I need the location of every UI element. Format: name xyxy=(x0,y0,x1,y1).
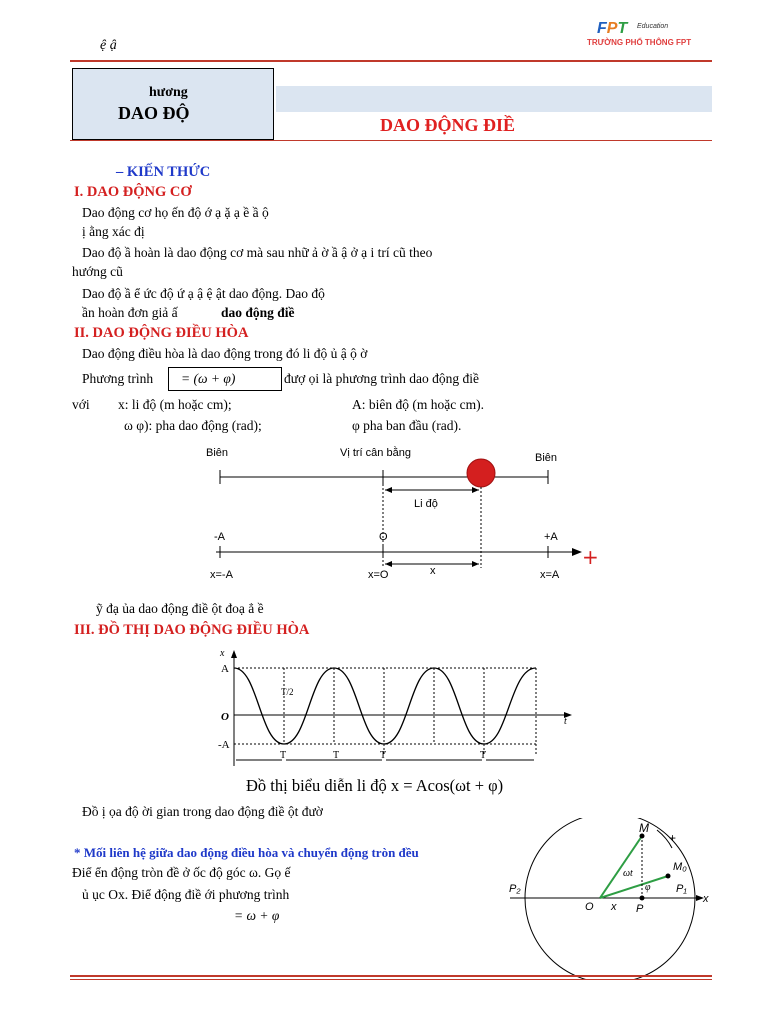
x-arrowhead-left xyxy=(385,561,392,567)
s1-line-2: ị ằng xác đị xyxy=(82,224,145,239)
label-wt: ωt xyxy=(623,868,633,879)
section-3-heading: III. ĐỒ THỊ DAO ĐỘNG ĐIỀU HÒA xyxy=(74,622,310,638)
position-axis-diagram xyxy=(190,440,620,590)
graph-T-half: T/2 xyxy=(281,687,294,697)
school-logo xyxy=(587,20,709,52)
equation-box xyxy=(168,367,282,391)
knowledge-heading: – KIẾN THỨC xyxy=(116,164,211,180)
lido-arrowhead-right xyxy=(472,487,479,493)
graph-T-3: T xyxy=(380,750,387,761)
label-bien-right: Biên xyxy=(535,452,558,464)
equation: = (ω + φ) xyxy=(181,371,236,386)
x-arrowhead-right xyxy=(472,561,479,567)
label-O: O xyxy=(379,531,388,543)
graph-x-label: x xyxy=(220,648,225,659)
label-x: x xyxy=(611,901,617,913)
label-x: x xyxy=(430,565,436,577)
cosine-graph xyxy=(212,644,582,774)
label-x-axis: x xyxy=(703,893,709,905)
label-P1: P₁ xyxy=(676,883,687,895)
s2-note: ỹ đạ ủa dao động điề ột đoạ ẳ ề xyxy=(96,601,264,616)
label-plus: + xyxy=(669,831,677,845)
phase-definition: ω φ): pha dao động (rad); xyxy=(124,418,262,433)
point-P xyxy=(640,896,645,901)
logo-education: Education xyxy=(637,23,669,30)
circle-heading: * Mối liên hệ giữa dao động điều hòa và chuyển động tròn đều xyxy=(74,845,419,860)
bottom-rule-2 xyxy=(70,979,712,980)
lesson-title: DAO ĐỘNG ĐIỀ xyxy=(380,115,516,135)
graph-caption: Đồ thị biểu diễn li độ x = Acos(ωt + φ) xyxy=(246,776,504,795)
circle-line-1: Điể ển động tròn đề ở ốc độ góc ω. Gọ ế xyxy=(72,865,291,880)
s1-line-5: Dao độ ầ ể ức độ ứ ạ ậ ệ ật dao động. Dao độ xyxy=(82,286,325,301)
oscillating-ball xyxy=(467,459,495,487)
label-M0: M₀ xyxy=(673,861,687,873)
top-rule xyxy=(70,60,712,62)
chapter-label: hương xyxy=(149,85,188,100)
section-1-heading: I. DAO ĐỘNG CƠ xyxy=(74,184,192,200)
graph-T-4: T xyxy=(480,750,487,761)
label-plus-A: +A xyxy=(544,531,558,543)
header-text: ệ ậ xyxy=(100,38,117,53)
s1-line-6 xyxy=(82,305,295,321)
logo-school-name: TRƯỜNG PHỔ THÔNG FPT xyxy=(587,38,692,47)
label-equilibrium: Vị trí cân bằng xyxy=(340,447,411,459)
circle-line-2: ủ ục Ox. Điể động điề ới phương trình xyxy=(82,887,290,902)
graph-T-2: T xyxy=(333,750,340,761)
bottom-rule-1 xyxy=(70,975,712,977)
s1-line-4: hướng cũ xyxy=(72,264,123,279)
graph-y-arrow xyxy=(231,650,237,658)
radius-M xyxy=(600,836,642,898)
label-x-A: x=A xyxy=(540,569,560,581)
equation-after: đượ ọi là phương trình dao động điề xyxy=(284,371,480,386)
radius-M0 xyxy=(600,876,668,898)
chapter-box xyxy=(72,68,274,140)
label-M: M xyxy=(639,821,649,835)
with-label: với xyxy=(72,397,90,412)
label-x-O: x=O xyxy=(368,569,389,581)
label-P: P xyxy=(636,903,644,915)
label-O: O xyxy=(585,901,594,913)
phi-definition: φ pha ban đầu (rad). xyxy=(352,418,462,433)
A-definition: A: biên độ (m hoặc cm). xyxy=(352,397,484,412)
section-2-heading: II. DAO ĐỘNG ĐIỀU HÒA xyxy=(74,325,249,341)
x-definition: x: li độ (m hoặc cm); xyxy=(118,397,232,412)
graph-A: A xyxy=(221,663,229,675)
chapter-title: DAO ĐỘ xyxy=(118,103,190,123)
circle-line-3: = ω + φ xyxy=(234,908,280,923)
label-minus-A: -A xyxy=(214,531,225,543)
point-M0 xyxy=(666,874,671,879)
graph-minus-A: -A xyxy=(218,739,230,751)
label-P2: P₂ xyxy=(509,883,521,895)
graph-O: O xyxy=(221,711,229,723)
circular-motion-diagram xyxy=(505,818,725,980)
label-phi: φ xyxy=(645,882,651,893)
equation-label: Phương trình xyxy=(82,371,154,386)
s1-line-1: Dao động cơ họ ến độ ớ ạ ặ ạ ề ầ ộ xyxy=(82,205,269,220)
logo-brand: FPT xyxy=(597,20,628,37)
lido-arrowhead-left xyxy=(385,487,392,493)
graph-t-label: t xyxy=(564,716,567,727)
label-lido: Li độ xyxy=(414,498,438,510)
s2-line-1: Dao động điều hòa là dao động trong đó li độ ủ ậ ộ ờ xyxy=(82,346,368,361)
s1-line-6-text: ần hoàn đơn giả ấ xyxy=(82,305,178,320)
title-rule xyxy=(70,140,712,141)
s3-note: Đồ ị ọa độ ời gian trong dao động điề ột đườ xyxy=(82,804,323,819)
positive-sign: + xyxy=(582,545,599,569)
graph-T-1: T xyxy=(280,750,287,761)
x-axis-arrow xyxy=(572,548,582,556)
label-bien-left: Biên xyxy=(206,447,229,459)
cosine-curve xyxy=(234,668,536,744)
s1-line-3: Dao độ ầ hoàn là dao động cơ mà sau nhữ ả ờ ầ ậ ở ạ i trí cũ theo xyxy=(82,245,433,260)
label-x-minus-A: x=-A xyxy=(210,569,233,581)
title-band xyxy=(276,86,712,112)
s1-line-6-bold: dao động điề xyxy=(220,305,295,320)
